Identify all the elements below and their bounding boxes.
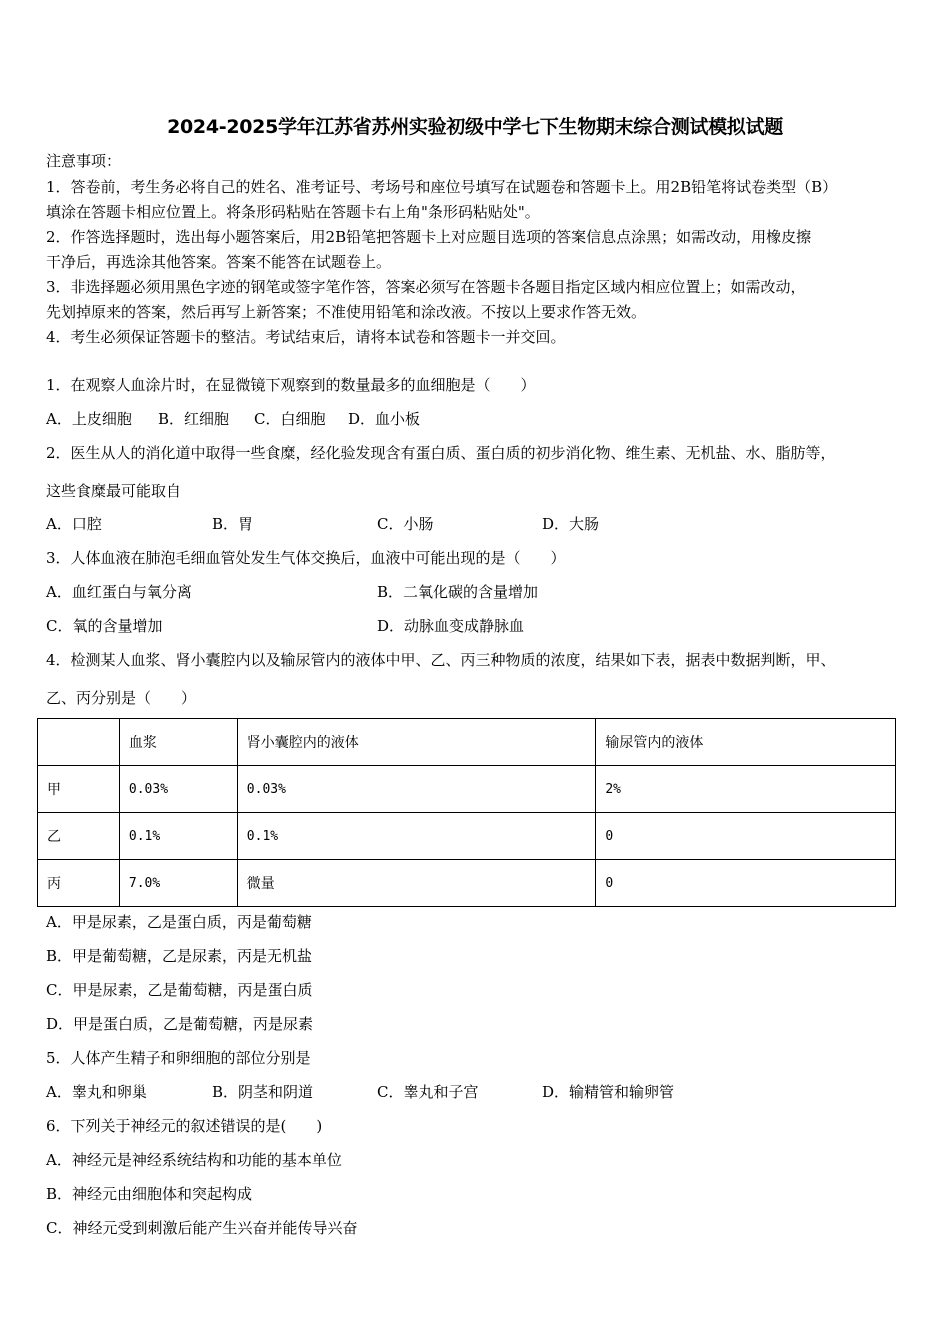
q1-option-c: C．白细胞 [254, 410, 326, 428]
q6-option-a: A．神经元是神经系统结构和功能的基本单位 [46, 1151, 342, 1169]
q1-option-a: A．上皮细胞 [46, 410, 132, 428]
table-cell: 甲 [38, 766, 120, 813]
q4-option-c: C．甲是尿素，乙是葡萄糖，丙是蛋白质 [46, 981, 313, 999]
table-header-cell: 血浆 [119, 719, 237, 766]
table-cell: 2% [596, 766, 896, 813]
table-row [38, 813, 896, 860]
q1-option-d: D．血小板 [348, 410, 421, 428]
table-header-cell [38, 719, 120, 766]
table-cell: 乙 [38, 813, 120, 860]
question-3-stem: 3．人体血液在肺泡毛细血管处发生气体交换后，血液中可能出现的是（ ） [46, 549, 566, 567]
question-1-stem: 1．在观察人血涂片时，在显微镜下观察到的数量最多的血细胞是（ ） [46, 376, 536, 394]
question-2-stem: 2．医生从人的消化道中取得一些食糜，经化验发现含有蛋白质、蛋白质的初步消化物、维生素、无机盐、水、脂肪等， [46, 444, 836, 462]
question-5-stem: 5．人体产生精子和卵细胞的部位分别是 [46, 1049, 311, 1067]
q4-option-b: B．甲是葡萄糖，乙是尿素，丙是无机盐 [46, 947, 313, 965]
q2-option-d: D．大肠 [542, 515, 600, 533]
q4-option-a: A．甲是尿素，乙是蛋白质，丙是葡萄糖 [46, 913, 312, 931]
q5-option-d: D．输精管和输卵管 [542, 1083, 675, 1101]
table-cell: 0 [596, 813, 896, 860]
table-cell: 丙 [38, 860, 120, 907]
q6-option-c: C．神经元受到刺激后能产生兴奋并能传导兴奋 [46, 1219, 358, 1237]
notice-line: 1．答卷前，考生务必将自己的姓名、准考证号、考场号和座位号填写在试题卷和答题卡上。用2B铅笔将试卷类型（B） [46, 178, 838, 196]
q5-option-b: B．阴茎和阴道 [212, 1083, 314, 1101]
concentration-table [37, 718, 896, 907]
q2-option-a: A．口腔 [46, 515, 102, 533]
q4-option-d: D．甲是蛋白质，乙是葡萄糖，丙是尿素 [46, 1015, 314, 1033]
q3-option-a: A．血红蛋白与氧分离 [46, 583, 192, 601]
table-cell: 0.03% [119, 766, 237, 813]
q3-option-c: C．氧的含量增加 [46, 617, 163, 635]
question-4-stem-cont: 乙、丙分别是（ ） [46, 689, 197, 707]
table-cell: 0.03% [237, 766, 596, 813]
table-header-row [38, 719, 896, 766]
table-cell: 0.1% [237, 813, 596, 860]
q3-option-b: B．二氧化碳的含量增加 [377, 583, 539, 601]
question-6-stem: 6．下列关于神经元的叙述错误的是( ) [46, 1117, 323, 1135]
q1-option-b: B．红细胞 [158, 410, 230, 428]
q5-option-c: C．睾丸和子宫 [377, 1083, 479, 1101]
table-cell: 0.1% [119, 813, 237, 860]
table-cell: 0 [596, 860, 896, 907]
table-cell: 微量 [237, 860, 596, 907]
q6-option-b: B．神经元由细胞体和突起构成 [46, 1185, 253, 1203]
table-header-cell: 肾小囊腔内的液体 [237, 719, 596, 766]
exam-title: 2024-2025学年江苏省苏州实验初级中学七下生物期末综合测试模拟试题 [167, 116, 783, 138]
notice-heading: 注意事项： [46, 152, 122, 170]
notice-line: 先划掉原来的答案，然后再写上新答案；不准使用铅笔和涂改液。不按以上要求作答无效。 [46, 303, 647, 321]
question-2-stem-cont: 这些食糜最可能取自 [46, 482, 182, 500]
table-row [38, 766, 896, 813]
table-header-cell: 输尿管内的液体 [596, 719, 896, 766]
notice-line: 3．非选择题必须用黑色字迹的钢笔或签字笔作答，答案必须写在答题卡各题目指定区域内相应位置上；如需改动， [46, 278, 806, 296]
q2-option-b: B．胃 [212, 515, 254, 533]
q3-option-d: D．动脉血变成静脉血 [377, 617, 525, 635]
notice-line: 4．考生必须保证答题卡的整洁。考试结束后，请将本试卷和答题卡一并交回。 [46, 328, 566, 346]
q2-option-c: C．小肠 [377, 515, 434, 533]
q5-option-a: A．睾丸和卵巢 [46, 1083, 147, 1101]
question-4-stem: 4．检测某人血浆、肾小囊腔内以及输尿管内的液体中甲、乙、丙三种物质的浓度，结果如下表，据表中数据判断，甲、 [46, 651, 836, 669]
notice-line: 2．作答选择题时，选出每小题答案后，用2B铅笔把答题卡上对应题目选项的答案信息点涂黑；如需改动，用橡皮擦 [46, 228, 812, 246]
table-cell: 7.0% [119, 860, 237, 907]
notice-line: 干净后，再选涂其他答案。答案不能答在试题卷上。 [46, 253, 392, 271]
table-row [38, 860, 896, 907]
notice-line: 填涂在答题卡相应位置上。将条形码粘贴在答题卡右上角"条形码粘贴处"。 [46, 203, 540, 221]
